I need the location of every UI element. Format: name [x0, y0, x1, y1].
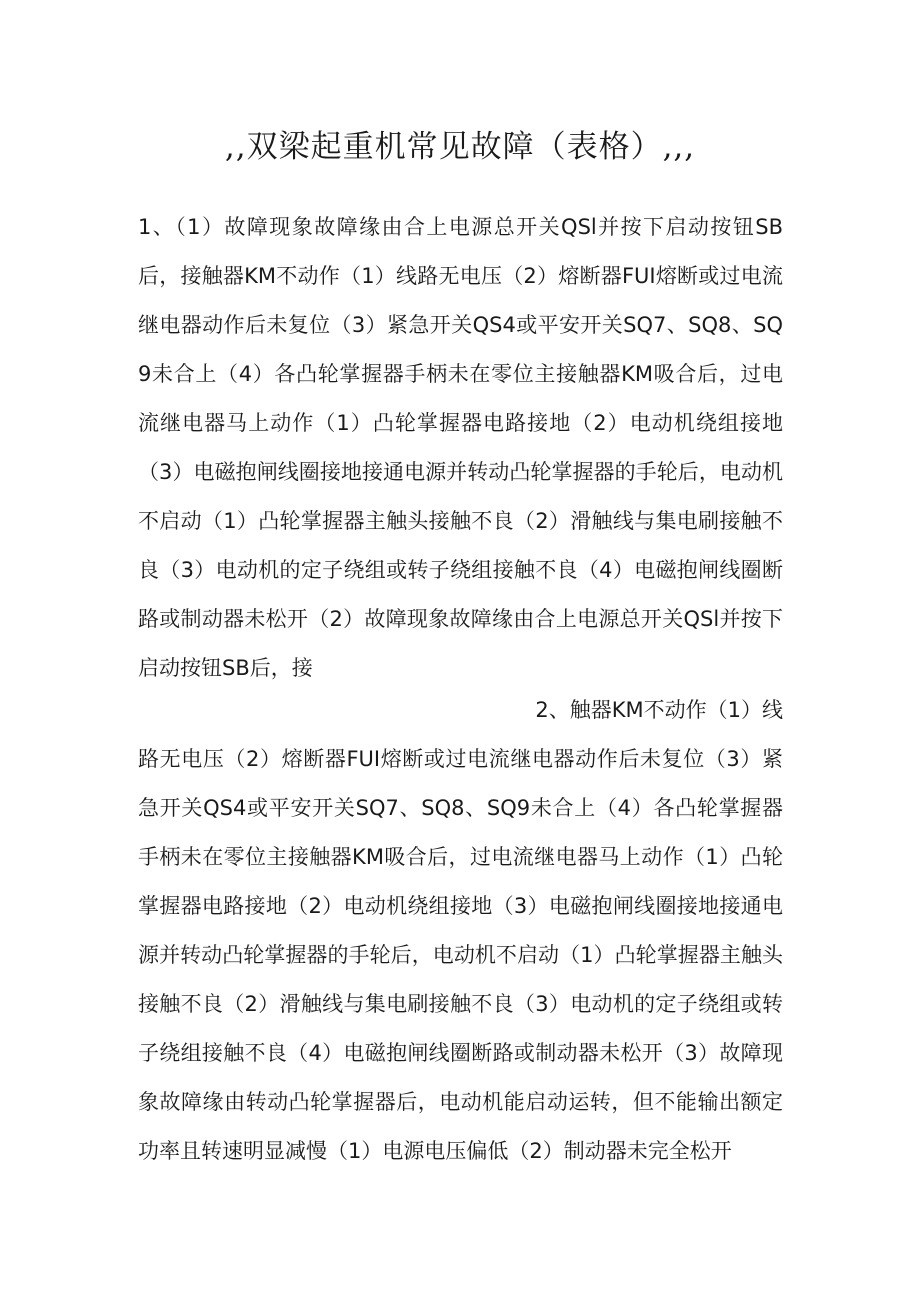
paragraph-2-first-line: 2、触器KM不动作（1）线 — [535, 698, 783, 722]
paragraph-1 — [138, 203, 783, 693]
paragraph-2 — [138, 686, 783, 1176]
document-title: ,,双梁起重机常见故障（表格）,,, — [224, 129, 696, 165]
paragraph-1-text: 1、（1）故障现象故障缘由合上电源总开关QSl并按下启动按钮SB后，接触器KM不动作（1）线路无电压（2）熔断器FUI熔断或过电流继电器动作后未复位（3）紧急开关QS4或平安开关SQ7、SQ8、SQ9未合上（4）各凸轮掌握器手柄未在零位主接触器KM吸合后，过电流继电器马上动作（1）凸轮掌握器电路接地（2）电动机绕组接地（3）电磁抱闸线圈接地接通电源并转动凸轮掌握器的手轮后，电动机不启动（1）凸轮掌握器主触头接触不良（2）滑触线与集电刷接触不良（3）电动机的定子绕组或转子绕组接触不良（4）电磁抱闸线圈断路或制动器未松开（2）故障现象故障缘由合上电源总开关QSl并按下启动按钮SB后，接 — [138, 215, 783, 680]
paragraph-2-text: 路无电压（2）熔断器FUI熔断或过电流继电器动作后未复位（3）紧急开关QS4或平安开关SQ7、SQ8、SQ9未合上（4）各凸轮掌握器手柄未在零位主接触器KM吸合后，过电流继电器马上动作（1）凸轮掌握器电路接地（2）电动机绕组接地（3）电磁抱闸线圈接地接通电源并转动凸轮掌握器的手轮后，电动机不启动（1）凸轮掌握器主触头接触不良（2）滑触线与集电刷接触不良（3）电动机的定子绕组或转子绕组接触不良（4）电磁抱闸线圈断路或制动器未松开（3）故障现象故障缘由转动凸轮掌握器后，电动机能启动运转，但不能输出额定功率且转速明显减慢（1）电源电压偏低（2）制动器未完全松开 — [138, 747, 783, 1163]
